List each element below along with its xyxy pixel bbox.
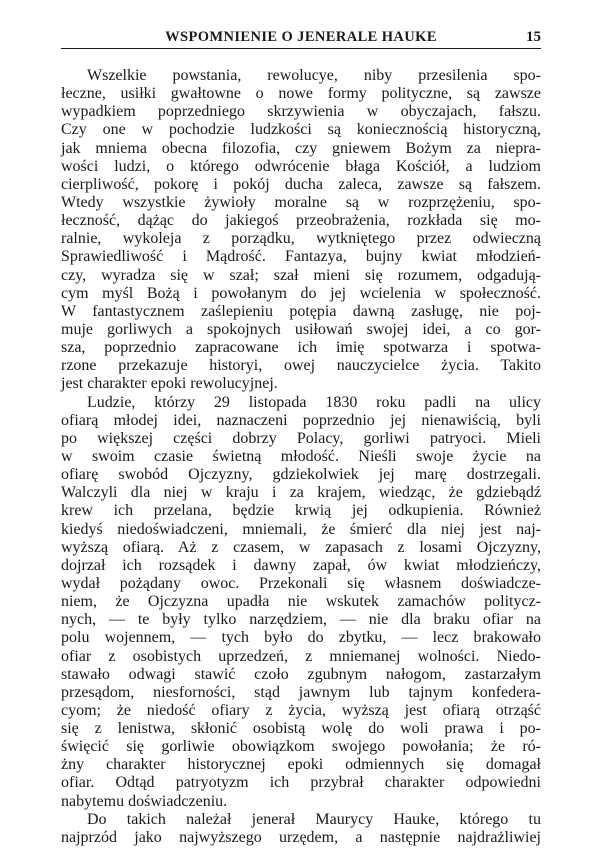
text-line: święcić się gorliwie obowiązkom swojego powołania; że ró- [61, 738, 541, 756]
text-line: wyższą ofiarą. Aż z czasem, w zapasach z losami Ojczyzny, [61, 538, 541, 556]
text-line: cierpliwość, pokorę i pokój ducha zaleca, zawsze są fałszem. [61, 175, 541, 193]
text-line: Do takich należał jenerał Maurycy Hauke, którego tu [87, 810, 541, 828]
text-line: Wtedy wszystkie żywioły moralne są w rozprzężeniu, spo- [61, 193, 541, 211]
text-line: sza, poprzednio zapracowane ich imię spotwarza i spotwa- [61, 339, 541, 357]
text-line: rzone przekazuje historyi, owej nauczycielce życia. Takito [61, 357, 541, 375]
text-line: Sprawiedliwość i Mądrość. Fantazya, bujny kwiat młodzień- [61, 248, 541, 266]
text-line: ofiar z osobistych uprzedzeń, z mniemanej wolności. Niedo- [61, 647, 541, 665]
text-line: jest charakter epoki rewolucyjnej. [61, 375, 278, 393]
text-line: ofiarą młodej idei, naznaczeni poprzednio jej nienawiścią, byli [61, 411, 541, 429]
text-line: krew ich przelana, będzie krwią jej odkupienia. Również [61, 502, 541, 520]
text-line: łeczność, dążąc do jakiegoś przeobrażenia, rozkłada się mo- [61, 212, 541, 230]
text-line: łeczne, usiłki gwałtowne o nowe formy polityczne, są zawsze [61, 85, 541, 103]
text-line: ofiarę swobód Ojczyzny, gdziekolwiek jej marę dostrzegali. [61, 466, 541, 484]
text-line: jak mniema obecna filozofia, czy gniewem Bożym za niepra- [61, 139, 541, 157]
header-rule [61, 48, 541, 49]
text-line: się z lenistwa, skłonić osobistą wolę do woli prawa i po- [61, 720, 541, 738]
text-line: najprzód jako najwyższego urzędem, a następnie najdrażliwiej [61, 828, 541, 846]
text-line: ofiar. Odtąd patryotyzm ich przybrał charakter odpowiedni [61, 774, 541, 792]
text-line: muje gorliwych a spokojnych usiłowań swojej idei, a co gor- [61, 320, 541, 338]
text-line: cym myśl Bożą i powołanym do jej wcielenia w społeczność. [61, 284, 541, 302]
text-line: w swoim czasie świetną młodość. Nieśli swoje życie na [61, 447, 541, 465]
body-text [61, 67, 541, 847]
text-line: polu wojennem, — tych było do zbytku, — lecz brakowało [61, 629, 541, 647]
text-line: przesądom, niesforności, stąd jawnym lub tajnym konfedera- [61, 683, 541, 701]
text-line: nabytemu doświadczeniu. [61, 792, 228, 810]
text-line: wypadkiem poprzedniego skrzywienia w obyczajach, fałszu. [61, 103, 541, 121]
text-line: dojrzał ich rozsądek i dawny zapał, ów kwiat młodzieńczy, [61, 556, 541, 574]
page-number: 15 [526, 29, 541, 45]
text-line: niem, że Ojczyzna upadła nie wskutek zamachów politycz- [61, 593, 541, 611]
text-line: czy, wyradza się w szał; szał mieni się rozumem, odgadują- [61, 266, 541, 284]
running-header [61, 28, 541, 50]
text-line: wości ludzi, o którego odwrócenie błaga Kościół, a ludziom [61, 157, 541, 175]
text-line: stawało odwagi stawić czoło zgubnym nałogom, zastarzałym [61, 665, 541, 683]
text-line: Ludzie, którzy 29 listopada 1830 roku padli na ulicy [87, 393, 541, 411]
text-line: cyom; że niedość ofiary z życia, wyższą jest ofiarą otrząść [61, 701, 541, 719]
text-line: Walczyli dla niej w kraju i za krajem, wiedząc, że gdziebądź [61, 484, 541, 502]
text-line: żny charakter historycznej epoki odmiennych się domagał [61, 756, 541, 774]
text-line: ralnie, wykoleja z porządku, wytkniętego przez odwieczną [61, 230, 541, 248]
text-line: W fantastycznem zaślepieniu potępia dawną zasługę, nie poj- [61, 302, 541, 320]
text-line: Wszelkie powstania, rewolucye, niby przesilenia spo- [87, 67, 541, 84]
running-title: WSPOMNIENIE O JENERALE HAUKE [165, 29, 437, 45]
text-line: nych, — te były tylko narzędziem, — nie dla braku ofiar na [61, 611, 541, 629]
text-line: po większej części dobrzy Polacy, gorliwi patryoci. Mieli [61, 429, 541, 447]
text-line: wydał pożądany owoc. Przekonali się własnem doświadcze- [61, 574, 541, 592]
text-line: kiedyś niedoświadczeni, mniemali, że śmierć dla niej jest naj- [61, 520, 541, 538]
text-line: Czy one w pochodzie ludzkości są koniecznością historyczną, [61, 121, 541, 139]
